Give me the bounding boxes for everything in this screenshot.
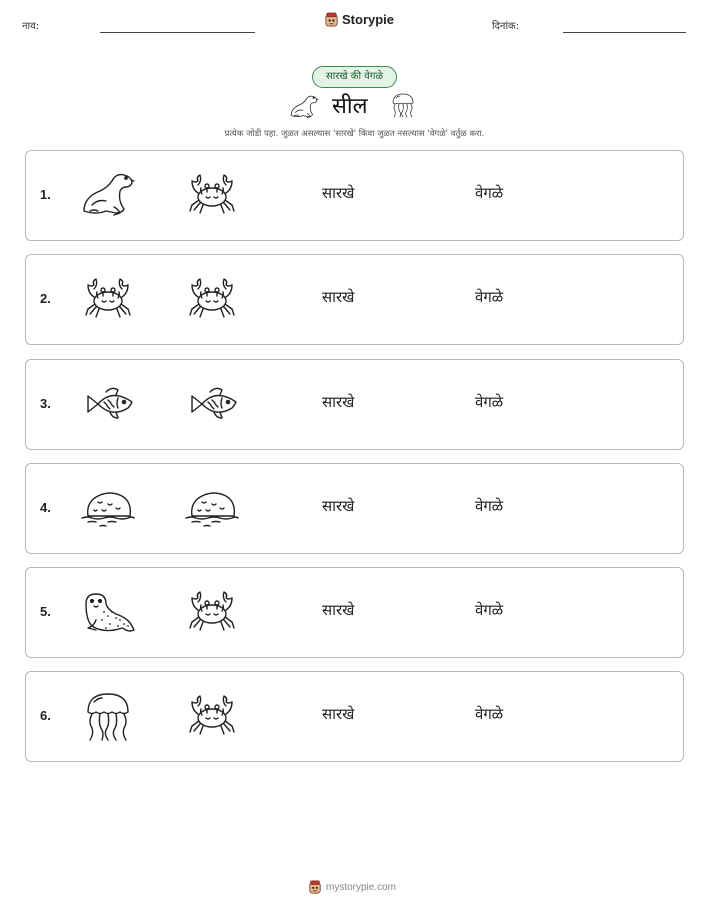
question-number: 3. [40, 396, 51, 411]
question-number: 6. [40, 708, 51, 723]
option-different[interactable]: वेगळे [475, 393, 504, 411]
question-number: 4. [40, 500, 51, 515]
option-same[interactable]: सारखे [322, 288, 355, 306]
rock-icon [182, 480, 242, 536]
jellyfish-icon [78, 688, 138, 744]
footer [308, 880, 396, 894]
option-different[interactable]: वेगळे [475, 184, 504, 202]
sea-lion-icon [287, 92, 321, 122]
question-row [25, 671, 684, 762]
brand-logo [324, 12, 394, 27]
mascot-icon [308, 880, 322, 894]
question-number: 2. [40, 291, 51, 306]
category-badge: सारखे की वेगळे [312, 66, 397, 88]
question-number: 1. [40, 187, 51, 202]
crab-icon [182, 167, 242, 223]
date-label: दिनांक: [492, 21, 520, 32]
date-field[interactable] [563, 32, 686, 33]
option-same[interactable]: सारखे [322, 705, 355, 723]
name-label: नाव: [22, 21, 40, 32]
question-number: 5. [40, 604, 51, 619]
footer-site[interactable]: mystorypie.com [326, 881, 397, 893]
option-different[interactable]: वेगळे [475, 601, 504, 619]
crab-icon [182, 688, 242, 744]
instructions: प्रत्येक जोडी पहा. जुळत असल्यास 'सारखे' किंवा जुळत नसल्यास 'वेगळे' वर्तुळ करा. [224, 129, 485, 139]
option-different[interactable]: वेगळे [475, 705, 504, 723]
crab-icon [182, 271, 242, 327]
page-title: सील [332, 94, 368, 119]
name-field[interactable] [100, 32, 255, 33]
question-row [25, 254, 684, 345]
option-same[interactable]: सारखे [322, 393, 355, 411]
question-row [25, 463, 684, 554]
mascot-icon [324, 12, 339, 27]
sea-lion-icon [78, 167, 138, 223]
option-different[interactable]: वेगळे [475, 288, 504, 306]
question-row [25, 567, 684, 658]
question-row [25, 150, 684, 241]
question-row [25, 359, 684, 450]
option-different[interactable]: वेगळे [475, 497, 504, 515]
crab-icon [78, 271, 138, 327]
seal-icon [78, 584, 138, 640]
brand-name: Storypie [342, 12, 395, 27]
crab-icon [182, 584, 242, 640]
option-same[interactable]: सारखे [322, 601, 355, 619]
option-same[interactable]: सारखे [322, 184, 355, 202]
fish-icon [78, 376, 138, 432]
option-same[interactable]: सारखे [322, 497, 355, 515]
jellyfish-icon [388, 90, 418, 120]
rock-icon [78, 480, 138, 536]
fish-icon [182, 376, 242, 432]
